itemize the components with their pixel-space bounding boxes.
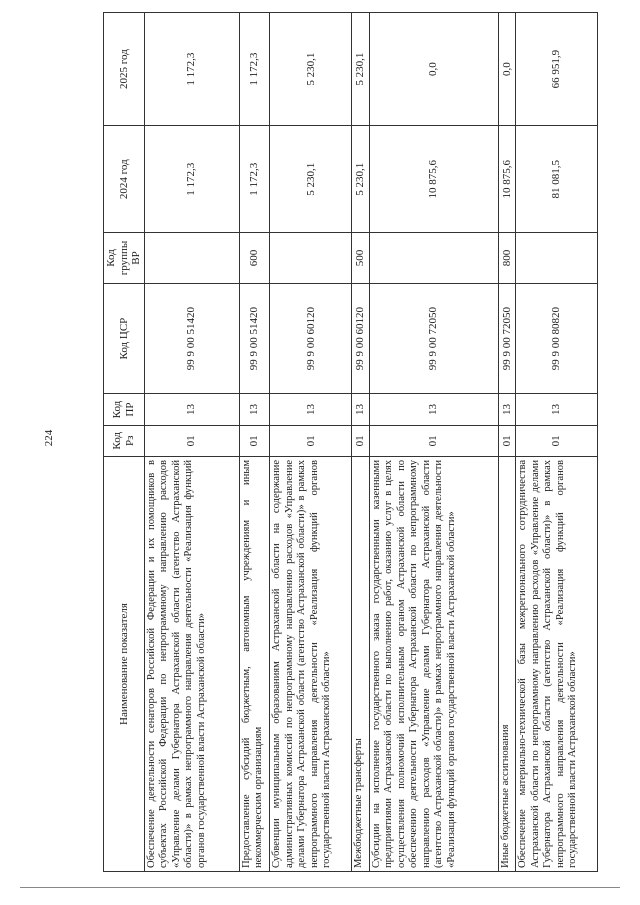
row-pr: 13 bbox=[498, 394, 515, 425]
rotated-page bbox=[103, 12, 598, 872]
row-2024: 81 081,5 bbox=[516, 126, 598, 233]
table-row bbox=[352, 13, 369, 872]
row-2025: 5 230,1 bbox=[270, 13, 352, 126]
row-pr: 13 bbox=[352, 394, 369, 425]
row-2024: 1 172,3 bbox=[144, 126, 239, 233]
row-2025: 0,0 bbox=[369, 13, 498, 126]
footer-divider bbox=[20, 887, 620, 888]
table-header-row bbox=[104, 13, 145, 872]
col-header-vr: Код группы ВР bbox=[104, 233, 145, 284]
row-vr: 800 bbox=[498, 233, 515, 284]
row-pr: 13 bbox=[516, 394, 598, 425]
row-2024: 5 230,1 bbox=[352, 126, 369, 233]
row-csr: 99 9 00 72050 bbox=[369, 283, 498, 394]
row-name: Иные бюджетные ассигнования bbox=[498, 456, 515, 871]
row-name: Субвенции муниципальным образованиям Астраханской области на содержание административных комиссий по непрограммному направлению расходов «Управление делами Губернатора Астраханской области (агентство Астраханской области)» в рамках непрограммного направления деятельности «Реализация функций органов государственной власти Астраханской области» bbox=[270, 456, 352, 871]
row-rz: 01 bbox=[369, 425, 498, 456]
row-csr: 99 9 00 51420 bbox=[144, 283, 239, 394]
row-rz: 01 bbox=[239, 425, 270, 456]
budget-table bbox=[103, 12, 598, 872]
row-rz: 01 bbox=[498, 425, 515, 456]
row-vr: 600 bbox=[239, 233, 270, 284]
col-header-2024: 2024 год bbox=[104, 126, 145, 233]
row-csr: 99 9 00 80820 bbox=[516, 283, 598, 394]
row-csr: 99 9 00 51420 bbox=[239, 283, 270, 394]
row-2025: 0,0 bbox=[498, 13, 515, 126]
table-row bbox=[239, 13, 270, 872]
row-vr bbox=[516, 233, 598, 284]
col-header-name: Наименование показателя bbox=[104, 456, 145, 871]
row-2025: 5 230,1 bbox=[352, 13, 369, 126]
row-2024: 10 875,6 bbox=[498, 126, 515, 233]
table-row bbox=[516, 13, 598, 872]
col-header-rz: Код Рз bbox=[104, 425, 145, 456]
row-vr: 500 bbox=[352, 233, 369, 284]
row-pr: 13 bbox=[369, 394, 498, 425]
row-vr bbox=[369, 233, 498, 284]
row-name: Обеспечение материально-технической базы межрегионального сотрудничества Астраханской области по непрограммному направлению расходов «Управление делами Губернатора Астраханской области (агентство Астраханской области)» в рамках непрограммного направления деятельности «Реализация функций органов государственной власти Астраханской области» bbox=[516, 456, 598, 871]
row-name: Межбюджетные трансферты bbox=[352, 456, 369, 871]
row-name: Обеспечение деятельности сенаторов Российской Федерации и их помощников в субъектах Российской Федерации по непрограммному направлению расходов «Управление делами Губернатора Астраханской области (агентство Астраханской области)» в рамках непрограммного направления деятельности «Реализация функций органов государственной власти Астраханской области» bbox=[144, 456, 239, 871]
col-header-2025: 2025 год bbox=[104, 13, 145, 126]
table-row bbox=[369, 13, 498, 872]
row-rz: 01 bbox=[352, 425, 369, 456]
row-csr: 99 9 00 72050 bbox=[498, 283, 515, 394]
row-vr bbox=[144, 233, 239, 284]
row-name: Предоставление субсидий бюджетным, автономным учреждениям и иным некоммерческим организациям bbox=[239, 456, 270, 871]
row-csr: 99 9 00 60120 bbox=[352, 283, 369, 394]
row-pr: 13 bbox=[270, 394, 352, 425]
table-row bbox=[144, 13, 239, 872]
row-2025: 66 951,9 bbox=[516, 13, 598, 126]
row-pr: 13 bbox=[144, 394, 239, 425]
row-rz: 01 bbox=[144, 425, 239, 456]
row-name: Субсидии на исполнение государственного заказа государственными казенными предприятиями Астраханской области по выполнению работ, оказанию услуг в целях осуществления полномочий исполнительным органом Астраханской области по обеспечению деятельности Губернатора Астраханской области по непрограммному направлению расходов «Управление делами Губернатора Астраханской области (агентство Астраханской области)» в рамках непрограммного направления деятельности «Реализация функций органов государственной власти Астраханской области» bbox=[369, 456, 498, 871]
row-2024: 1 172,3 bbox=[239, 126, 270, 233]
table-row bbox=[270, 13, 352, 872]
row-vr bbox=[270, 233, 352, 284]
col-header-csr: Код ЦСР bbox=[104, 283, 145, 394]
row-2024: 5 230,1 bbox=[270, 126, 352, 233]
row-rz: 01 bbox=[516, 425, 598, 456]
row-pr: 13 bbox=[239, 394, 270, 425]
page-number: 224 bbox=[43, 429, 55, 447]
row-2024: 10 875,6 bbox=[369, 126, 498, 233]
row-2025: 1 172,3 bbox=[239, 13, 270, 126]
table-row bbox=[498, 13, 515, 872]
col-header-pr: Код ПР bbox=[104, 394, 145, 425]
row-2025: 1 172,3 bbox=[144, 13, 239, 126]
row-rz: 01 bbox=[270, 425, 352, 456]
row-csr: 99 9 00 60120 bbox=[270, 283, 352, 394]
